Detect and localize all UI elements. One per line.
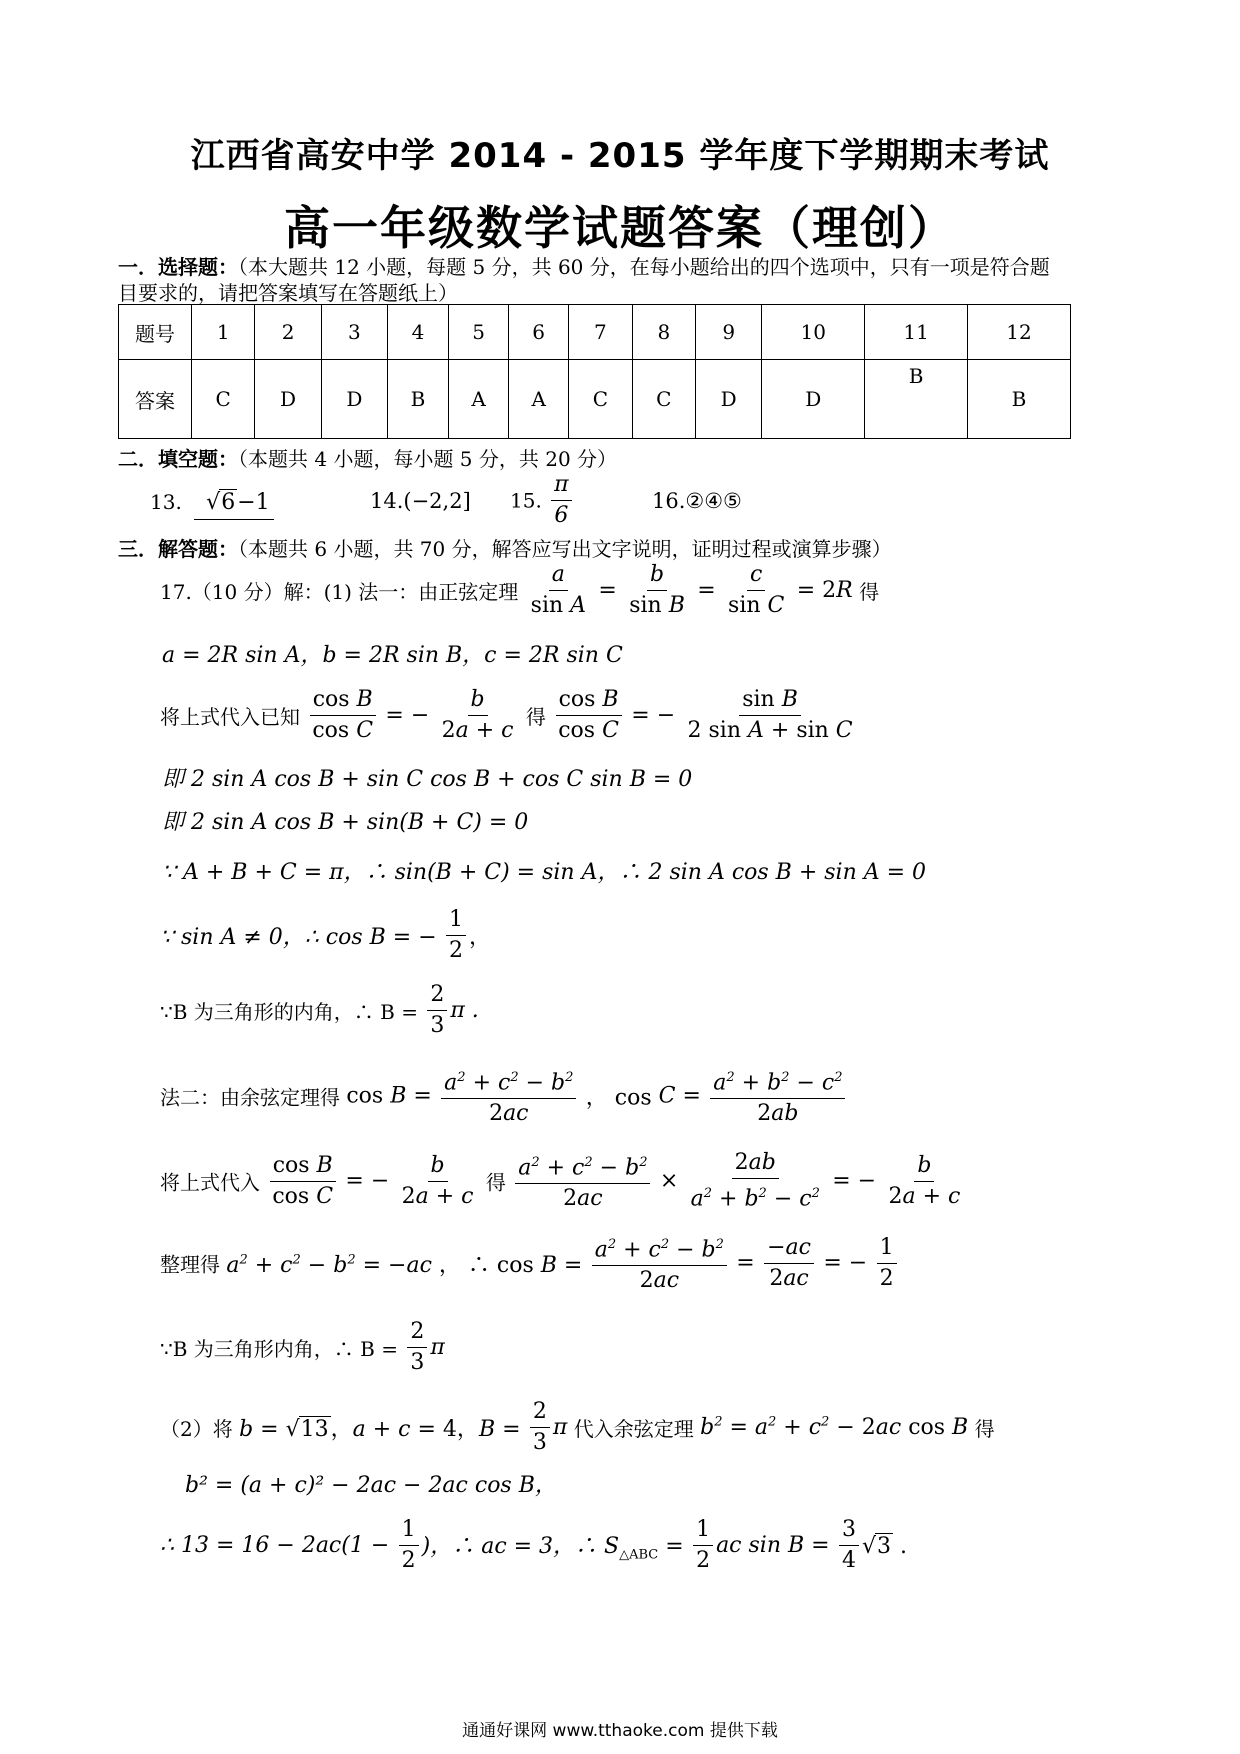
table-cell: 6	[509, 305, 569, 360]
table-cell: A	[509, 360, 569, 439]
table-cell: 10	[762, 305, 865, 360]
p17-sub1: 将上式代入已知 $\frac{\text{cos B}}{\text{cos C}}$ = − $\frac{b}{2a + c}$ 得 $\frac{\text{cos B}}{\text{cos C}}$ = − $\frac{\text{sin B}}{\text{2 sin A + sin C}}$	[160, 687, 853, 743]
line-inner1: ∵B 为三角形的内角，∴ B = $\frac{2}{3}$ π .	[160, 982, 479, 1038]
table-cell: 5	[449, 305, 509, 360]
line-ji1: 即 2 sin A cos B + sin C cos B + cos C sin B = 0	[162, 767, 693, 792]
table-cell: 3	[321, 305, 387, 360]
table-cell: C	[632, 360, 695, 439]
fa2-line: 法二：由余弦定理得 cos B = $\frac{a^2 + c^2 - b^2}{2ac}$ ， cos C = $\frac{a^2 + b^2 - c^2}{2ab}$	[160, 1063, 848, 1129]
table-cell: D	[255, 360, 321, 439]
line-b2: b² = (a + c)² − 2ac − 2ac cos B，	[185, 1473, 557, 1498]
section2-desc: （本题共 4 小题，每小题 5 分，共 20 分）	[238, 447, 618, 471]
section1-desc-line2: 目要求的，请把答案填写在答题纸上）	[118, 281, 458, 305]
answer-13: 13. √6−1	[150, 489, 274, 520]
line-sum: ∵ A + B + C = π，∴ sin(B + C) = sin A，∴ 2 sin A cos B + sin A = 0	[162, 860, 927, 885]
answer-table	[118, 304, 1071, 439]
page-subtitle: 高一年级数学试题答案（理创）	[284, 201, 956, 255]
sub2-line: 将上式代入 $\frac{\text{cos B}}{\text{cos C}}$ = − $\frac{b}{2a + c}$ 得 $\frac{a^2 + c^2 - b^2}{2ac}$ × $\frac{2ab}{a^2 + b^2 - c^2}$ = − $\frac{b}{2a + c}$	[160, 1150, 961, 1212]
section2-heading: 二．填空题：	[118, 447, 238, 471]
line-inner2: ∵B 为三角形内角，∴ B = $\frac{2}{3}$ π	[160, 1319, 445, 1375]
table-row-numbers	[119, 305, 1071, 360]
table-row-answers	[119, 360, 1071, 439]
table-cell: C	[569, 360, 632, 439]
line-sides: a = 2R sin A，b = 2R sin B，c = 2R sin C	[162, 643, 623, 668]
section1-heading: 一．选择题：	[118, 255, 238, 279]
section2-intro	[118, 443, 617, 472]
row-label-a: 答案	[119, 360, 192, 439]
final-line: ∴ 13 = 16 − 2ac(1 − $\frac{1}{2}$ )，∴ ac = 3，∴ $S_{\triangle ABC}$ = $\frac{1}{2}$ ac sin B = $\frac{3}{4}$ √3 .	[160, 1517, 907, 1573]
answer-15: 15. $\frac{\pi}{6}$	[510, 470, 575, 531]
table-cell: A	[449, 360, 509, 439]
table-cell: 7	[569, 305, 632, 360]
answer-16: 16.②④⑤	[652, 489, 742, 513]
section1-desc-line1: （本大题共 12 小题，每题 5 分，共 60 分，在每小题给出的四个选项中，只有一项是符合题	[238, 255, 1050, 279]
row-label-q: 题号	[119, 305, 192, 360]
table-cell: 12	[968, 305, 1071, 360]
section1-intro	[118, 251, 1050, 280]
zhengli-line: 整理得 $a^2 + c^2 - b^2 = -ac$ ， ∴ cos B = $\frac{a^2 + c^2 - b^2}{2ac}$ = $\frac{-ac}{2ac}$ = − $\frac{1}{2}$	[160, 1230, 900, 1296]
part2-line: （2）将 b = √13，a + c = 4，B = $\frac{2}{3}$ π 代入余弦定理 $b^2 = a^2 + c^2 - 2ac$ cos B 得	[160, 1399, 995, 1455]
table-cell: B	[968, 360, 1071, 439]
table-cell: B	[865, 360, 968, 439]
table-cell: D	[321, 360, 387, 439]
table-cell: C	[192, 360, 255, 439]
page-title: 江西省高安中学 2014 - 2015 学年度下学期期末考试	[190, 136, 1050, 176]
table-cell: 8	[632, 305, 695, 360]
section3-intro	[118, 533, 892, 562]
answer-14: 14.(−2,2]	[370, 489, 471, 513]
section3-desc: （本题共 6 小题，共 70 分，解答应写出文字说明，证明过程或演算步骤）	[238, 537, 892, 561]
table-cell: 11	[865, 305, 968, 360]
section3-heading: 三．解答题：	[118, 537, 238, 561]
line-sinA: ∵ sin A ≠ 0，∴ cos B = − $\frac{1}{2}$ ，	[160, 907, 492, 963]
table-cell: 9	[696, 305, 762, 360]
line-ji2: 即 2 sin A cos B + sin(B + C) = 0	[162, 810, 529, 835]
table-cell: B	[387, 360, 448, 439]
table-cell: 1	[192, 305, 255, 360]
table-cell: D	[762, 360, 865, 439]
table-cell: 4	[387, 305, 448, 360]
footer-text: 通通好课网 www.tthaoke.com 提供下载	[462, 1721, 778, 1741]
p17-line1: 17.（10 分）解：(1) 法一：由正弦定理 $\frac{a}{\text{sin A}}$ = $\frac{b}{\text{sin B}}$ = $\frac{c}{\text{sin C}}$ = 2R 得	[160, 562, 880, 618]
table-cell: D	[696, 360, 762, 439]
table-cell: 2	[255, 305, 321, 360]
